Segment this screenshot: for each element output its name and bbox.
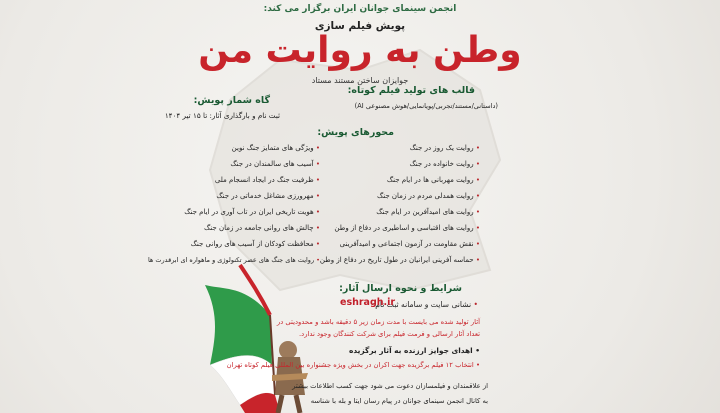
campaign-subtitle: پویش فیلم سازی [314, 20, 406, 32]
axis-item: • نقش مقاومت در آزمون اجتماعی و امیدآفرینی [339, 240, 480, 248]
axis-item: • روایت خانواده در جنگ [409, 160, 480, 168]
axis-item: • مهرورزی مشاغل خدماتی در جنگ [216, 192, 320, 200]
note-format: تعداد آثار ارسالی و فرمت فیلم برای شرکت کنندگان وجود ندارد. [299, 330, 480, 338]
format-heading: قالب های تولید فیلم کوتاه: [347, 85, 475, 96]
axis-item: • روایت یک روز در جنگ [409, 144, 480, 152]
registration-link[interactable]: eshragh.ir [340, 297, 396, 308]
address-label: • نشانی سایت و سامانه ثبت نام: [372, 300, 478, 309]
campaign-title: وطن به روایت من [198, 30, 522, 71]
contact-line-2: به کانال انجمن سینمای جوانان در پیام رسان ایتا و بله با شناسه [310, 397, 488, 405]
schedule-heading: گاه شمار پویش: [193, 95, 270, 106]
note-duration: آثار تولید شده می بایست با مدت زمان زیر ۵ دقیقه باشد و محدودیتی در [276, 318, 480, 326]
conditions-heading: شرایط و نحوه ارسال آثار: [339, 283, 462, 294]
axis-item: • روایت های امیدآفرین در ایام جنگ [376, 208, 480, 216]
format-value: (داستانی/مستند/تجربی/پویانمایی/هوش مصنوعی AI) [354, 102, 498, 110]
contact-line: از علاقمندان و فیلمسازان دعوت می شود جهت کسب اطلاعات بیشتر [292, 382, 488, 390]
schedule-value: ثبت نام و بارگذاری آثار: تا ۱۵ تیر ۱۴۰۴ [164, 111, 280, 120]
axis-item: • هویت تاریخی ایران در تاب آوری در ایام جنگ [184, 208, 320, 216]
organizer-line: انجمن سینمای جوانان ایران برگزار می کند: [263, 4, 457, 14]
axis-item: • روایت همدلی مردم در زمان جنگ [376, 192, 480, 200]
axes-heading: محورهای پویش: [317, 127, 394, 138]
axis-item: • روایت مهربانی ها در ایام جنگ [386, 176, 480, 184]
axis-item: • ویژگی های متمایز جنگ نوین [231, 144, 320, 152]
axis-item: • روایت های جنگ های عصر تکنولوژی و ماهواره ای ابرقدرت ها [147, 256, 320, 264]
axis-item: • محافظت کودکان از آسیب های روانی جنگ [190, 240, 320, 248]
tagline: جوایزان ساختن مستند مستاد [311, 76, 409, 85]
axis-item: • چالش های روانی جامعه در زمان جنگ [204, 224, 320, 232]
axis-item: • آسیب های سالمندان در جنگ [230, 160, 320, 168]
axis-item: • حماسه آفرینی ایرانیان در طول تاریخ در دفاع از وطن [319, 256, 480, 264]
axis-item: • روایت های اقتباسی و اساطیری در دفاع از وطن [334, 224, 480, 232]
axis-item: • ظرفیت جنگ در ایجاد انسجام ملی [214, 176, 320, 184]
selection-line: • انتخاب ۱۲ فیلم برگزیده جهت اکران در بخش ویژه جشنواره بین المللی فیلم کوتاه تهران [226, 361, 480, 369]
awards-line: • اهدای جوایز ارزنده به آثار برگزیده [349, 346, 480, 355]
